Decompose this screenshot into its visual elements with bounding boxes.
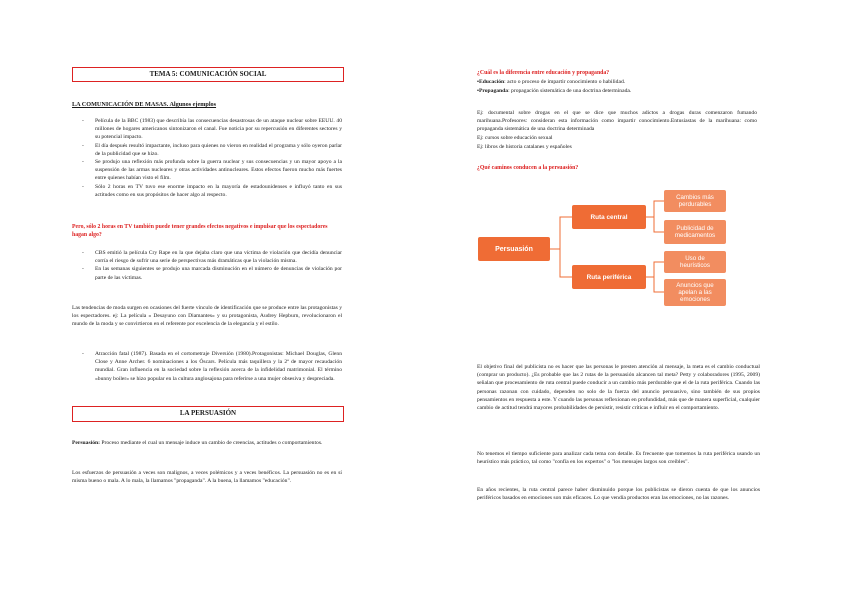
list-item: - Sólo 2 horas en TV tuvo ese enorme impacto en la mayoría de estadounidenses e influyó tanto en sus actitudes como en sus propósitos de hacer algo al respecto. <box>82 183 342 199</box>
diagram-central-route <box>572 205 646 229</box>
fatal-attraction-list <box>82 350 342 383</box>
propaganda-definition <box>477 87 757 95</box>
persuasion-title-box <box>72 406 344 422</box>
persuasion-routes-question: ¿Qué caminos conducen a la persuasión? <box>477 165 579 171</box>
negative-effects-question: Pero, sólo 2 horas en TV también puede tener grandes efectos negativos e impulsar que los espectadores hagan algo? <box>72 224 328 239</box>
persuasion-definition-text: Proceso mediante el cual un mensaje induce un cambio de creencias, actitudes o comportamientos. <box>99 440 323 446</box>
right-page <box>424 0 848 599</box>
connector-peripheral-to-leaf4 <box>646 277 664 292</box>
persuasion-paragraph: Los esfuerzos de persuasión a veces son malignos, a veces polémicos y a veces benéficos. La persuasión no es en sí misma bueno o mala. A lo mala, la llamamos "propaganda". A la buena, la llamamos "educación". <box>72 470 342 485</box>
persuasion-label: Persuasión: <box>72 440 100 446</box>
advertiser-goal-paragraph: El objetivo final del publicista no es hacer que las personas le presten atención al mensaje, la meta es el cambio conductual (comprar un producto). ¿Es probable que las 2 rutas de la persuasión alcancen tal meta? Petty y colaboradores (1995, 2009) señalan que procesamiento de ruta central puede conducir a un cambio más perdurable que el de la ruta periférica. Cuando las personas razonan con cuidado, dependen no solo de la fuerza del anuncio persuasivo, sino también de sus propios pensamientos en respuesta a este. Y cuando las personas reflexionan en profundidad, más que de manera superficial, cualquier cambio de actitud tendrá mayores probabilidades de persistir, resistir críticas e influir en el comportamiento. <box>477 364 760 412</box>
list-item: - El día después resultó impactante, incluso para quienes no vieron en realidad el programa y sólo oyeron parlar de la publicidad que se hizo. <box>82 142 342 158</box>
examples-list <box>82 117 342 199</box>
leaf-text-line: emociones <box>680 296 710 303</box>
diagram-peripheral-route <box>572 265 646 289</box>
diagram-leaf-emotional-ads <box>664 279 726 306</box>
leaf-text-line: heurísticos <box>680 262 710 269</box>
propaganda-label: •Propaganda <box>477 88 509 94</box>
list-item: - CBS emitió la película Cry Rape en la que dejaba claro que una víctima de violación que decidía denunciar corría el riesgo de sufrir una serie de perspectivas más dramáticas que la violación misma. <box>82 249 342 265</box>
list-item: - Atracción fatal (1987). Basada en el cortometraje Diversión (1980).Protagonistas: Michael Douglas, Glenn Close y Anne Archer. 6 nominaciones a los Óscars. Película más taquillera y la 2ª de mayor recaudación mundial. Gran influencia en la sociedad sobre la reflexión acerca de la infidelidad matrimonial. El término «bunny boiler» se hizo popular en la cultura anglosajona para referirse a una mujer obsesiva y despreciada. <box>82 350 342 383</box>
diagram-root-persuasion <box>478 237 550 261</box>
persuasion-title: LA PERSUASIÓN <box>179 409 237 417</box>
connector-peripheral-to-leaf3 <box>646 262 664 277</box>
connector-root-to-peripheral <box>550 249 572 277</box>
diagram-central-route-label: Ruta central <box>590 213 628 221</box>
leaf-text-line: Cambios más <box>676 194 714 201</box>
education-definition <box>477 78 757 86</box>
negative-examples-list <box>82 249 342 282</box>
diagram-root-label: Persuasión <box>495 245 533 253</box>
diagram-leaf-lasting-changes <box>664 190 726 212</box>
leaf-text-line: Publicidad de <box>676 225 714 232</box>
leaf-text-line: perdurables <box>678 201 712 208</box>
propaganda-text: : propagación sistemática de una doctrina determinada. <box>508 88 632 94</box>
leaf-text-line: apelan a las <box>678 289 712 296</box>
persuasion-definition <box>72 439 342 447</box>
topic-title: TEMA 5: COMUNICACIÓN SOCIAL <box>149 70 267 78</box>
connector-central-to-leaf2 <box>646 217 664 232</box>
section-heading-mass-communication: LA COMUNICACIÓN DE MASAS. Algunos ejemplos <box>72 101 217 108</box>
education-label: •Educación <box>477 79 505 85</box>
diagram-leaf-medicine-ads <box>664 220 726 244</box>
education-text: : acto o proceso de impartir conocimiento o habilidad. <box>504 79 626 85</box>
example-sex-education: Ej: cursos sobre educación sexual <box>477 135 553 141</box>
list-item: - Película de la BBC (1983) que describía las consecuencias desastrosas de un ataque nuclear sobre EEUU. 40 millones de hogares americanos sintonizaron el canal. Fue noticia por su repercusión en diferentes sectores y su potencial impacto. <box>82 117 342 142</box>
persuasion-routes-diagram <box>478 186 758 308</box>
leaf-text-line: medicamentos <box>674 232 716 239</box>
leaf-text-line: Uso de <box>685 255 705 262</box>
diagram-peripheral-route-label: Ruta periférica <box>586 273 632 281</box>
example-drugs: Ej: documental sobre drogas en el que se dice que muchos adictos a drogas duras comenzaron fumando marihuana.Profesores: consideran esta información como impartir conocimiento.Entusiastas de la marihuana: como propaganda sistemática de una doctrina determinada <box>477 110 757 133</box>
topic-title-box <box>72 67 344 82</box>
connector-central-to-leaf1 <box>646 201 664 217</box>
example-history-books: Ej: libros de historia catalanes y españoles <box>477 144 572 150</box>
connector-root-to-central <box>550 217 572 249</box>
diagram-leaf-heuristics <box>664 251 726 273</box>
emotions-paragraph: En años recientes, la ruta central parece haber disminuido porque los publicistas se dieron cuenta de que los anuncios periféricos basados en emociones son más eficaces. Lo que vendía productos eran las emociones, no las razones. <box>477 487 760 502</box>
list-item: - Se produjo una reflexión más profunda sobre la guerra nuclear y sus consecuencias y un mayor apoyo a la suspensión de las armas nucleares y otras actividades antinucleares. Estos efectos fueron mucho más fuertes entre quienes habían visto el film. <box>82 158 342 183</box>
peripheral-route-paragraph: No tenemos el tiempo suficiente para analizar cada tema con detalle. Es frecuente que tomemos la ruta periférica usando un heurístico más práctico, tal como "confía en los expertos" o "los mensajes largos son creíbles". <box>477 451 760 466</box>
education-propaganda-question: ¿Cuál es la diferencia entre educación y propaganda? <box>477 70 610 76</box>
leaf-text-line: Anuncios que <box>676 282 714 289</box>
list-item: - En las semanas siguientes se produjo una marcada disminución en el número de denuncias de violación por parte de las víctimas. <box>82 265 342 281</box>
fashion-paragraph: Las tendencias de moda surgen en ocasiones del fuerte vínculo de identificación que se produce entre las protagonistas y los espectadores. ej: La película « Desayuno con Diamantes» y su protagonista, Audrey Hepburn, revolucionaron el mundo de la moda y se convirtieron en el referente por excelencia de la elegancia y el estilo. <box>72 305 342 328</box>
